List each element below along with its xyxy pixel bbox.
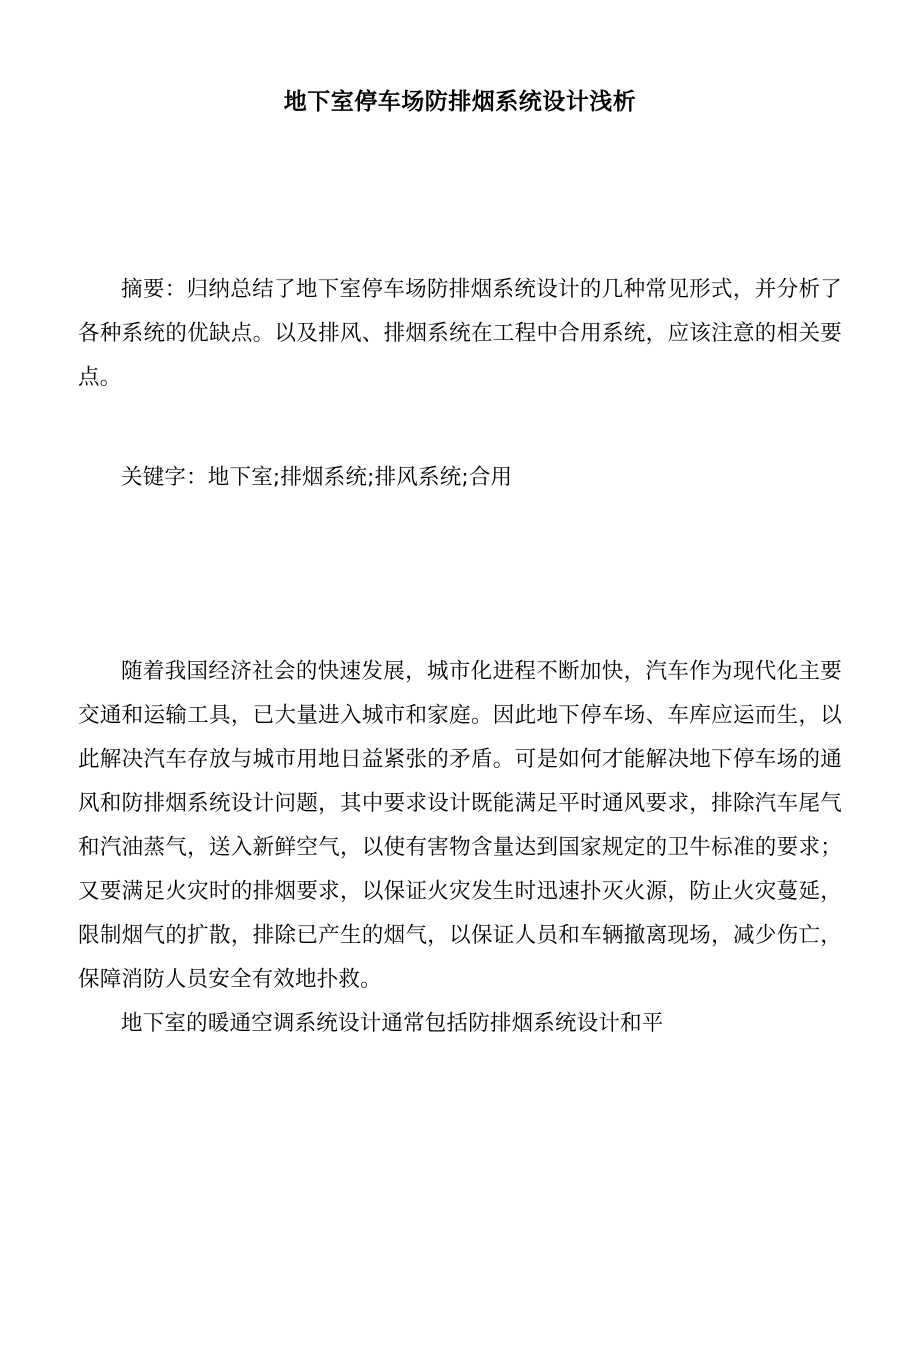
body-paragraph-1: 随着我国经济社会的快速发展，城市化进程不断加快，汽车作为现代化主要交通和运输工具，已大量进入城市和家庭。因此地下停车场、车库应运而生，以此解决汽车存放与城市用地日益紧张的矛盾。可是如何才能解决地下停车场的通风和防排烟系统设计问题，其中要求设计既能满足平时通风要求，排除汽车尾气和汽油蒸气，送入新鲜空气，以使有害物含量达到国家规定的卫牛标准的要求；又要满足火灾时的排烟要求，以保证火灾发生时迅速扑灭火源，防止火灾蔓延，限制烟气的扩散，排除已产生的烟气，以保证人员和车辆撤离现场，减少伤亡，保障消防人员安全有效地扑救。 (78, 659, 842, 993)
body-text (78, 650, 842, 1046)
keywords-line: 关键字：地下室;排烟系统;排风系统;合用 (121, 465, 513, 491)
abstract-paragraph: 摘要：归纳总结了地下室停车场防排烟系统设计的几种常见形式，并分析了各种系统的优缺点。以及排风、排烟系统在工程中合用系统，应该注意的相关要点。 (78, 277, 842, 391)
body-paragraph-2: 地下室的暖通空调系统设计通常包括防排烟系统设计和平 (121, 1011, 664, 1037)
abstract-keywords-spacer (78, 400, 842, 456)
page-title: 地下室停车场防排烟系统设计浅析 (283, 89, 637, 115)
keywords-body-spacer (78, 500, 842, 650)
title-spacer (78, 118, 842, 268)
